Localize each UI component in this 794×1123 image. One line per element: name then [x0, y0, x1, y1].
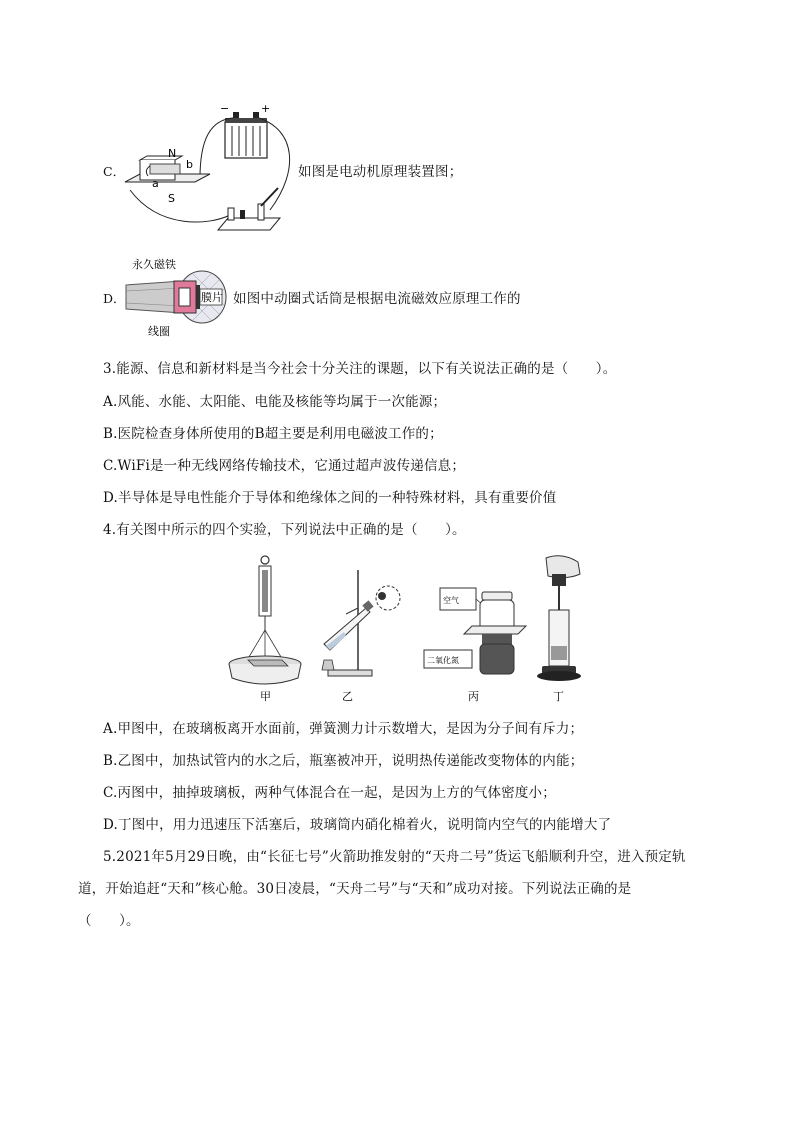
label-ding: 丁	[553, 690, 564, 703]
q4-option-b: B.乙图中，加热试管内的水之后，瓶塞被冲开，说明热传递能改变物体的内能；	[103, 753, 584, 769]
label-yi: 乙	[342, 690, 353, 703]
label-air: 空气	[443, 596, 459, 605]
south-pole-label: S	[168, 192, 175, 205]
q5-line-3: （ ）。	[78, 913, 140, 929]
q3-stem: 3.能源、信息和新材料是当今社会十分关注的课题，以下有关说法正确的是（ ）。	[103, 361, 617, 377]
label-nitrogen-dioxide: 二氧化氮	[427, 656, 459, 665]
q4-stem: 4.有关图中所示的四个实验，下列说法中正确的是（ ）。	[103, 522, 466, 538]
north-pole-label: N	[168, 147, 177, 160]
diaphragm-label: 膜片	[201, 291, 223, 304]
option-d-text: 如图中动圈式话筒是根据电流磁效应原理工作的	[233, 291, 521, 307]
q4-option-c: C.丙图中，抽掉玻璃板，两种气体混合在一起，是因为上方的气体密度小；	[103, 785, 556, 801]
coil-label: 线圈	[148, 325, 170, 338]
experiment-bing-gas-diffusion	[424, 588, 526, 674]
motor-principle-figure	[120, 100, 295, 240]
q4-option-a: A.甲图中，在玻璃板离开水面前，弹簧测力计示数增大，是因为分子间有斥力；	[103, 721, 584, 737]
experiment-yi-test-tube	[322, 570, 400, 676]
experiment-ding-piston-cylinder	[537, 556, 581, 681]
option-c-label: C．	[103, 164, 126, 179]
q3-option-c: C.WiFi是一种无线网络传输技术，它通过超声波传递信息；	[103, 458, 466, 474]
q3-option-d: D.半导体是导电性能介于导体和绝缘体之间的一种特殊材料，具有重要价值	[103, 490, 557, 506]
coil-end-b-label: b	[186, 158, 193, 171]
q5-line-2: 道，开始追赶“天和”核心舱。30日凌晨，“天舟二号”与“天和”成功对接。下列说法正确的是	[78, 881, 632, 897]
permanent-magnet-label: 永久磁铁	[132, 258, 176, 271]
minus-terminal-label: −	[220, 102, 230, 115]
label-jia: 甲	[260, 690, 271, 703]
experiment-jia-spring-scale	[229, 556, 301, 684]
q4-option-d: D.丁图中，用力迅速压下活塞后，玻璃筒内硝化棉着火，说明筒内空气的内能增大了	[103, 817, 612, 833]
option-d-label: D．	[103, 291, 126, 306]
coil-end-a-label: a	[152, 177, 159, 190]
q3-option-a: A.风能、水能、太阳能、电能及核能等均属于一次能源；	[103, 394, 447, 410]
q5-line-1: 5.2021年5月29日晚，由“长征七号”火箭助推发射的“天舟二号”货运飞船顺利升空，进入预定轨	[103, 849, 686, 865]
moving-coil-microphone-figure	[122, 255, 232, 340]
plus-terminal-label: +	[261, 102, 271, 115]
q3-option-b: B.医院检查身体所使用的B超主要是利用电磁波工作的；	[103, 426, 443, 442]
four-experiments-figure	[228, 550, 590, 705]
option-c-text: 如图是电动机原理装置图；	[298, 164, 463, 180]
label-bing: 丙	[468, 690, 479, 703]
